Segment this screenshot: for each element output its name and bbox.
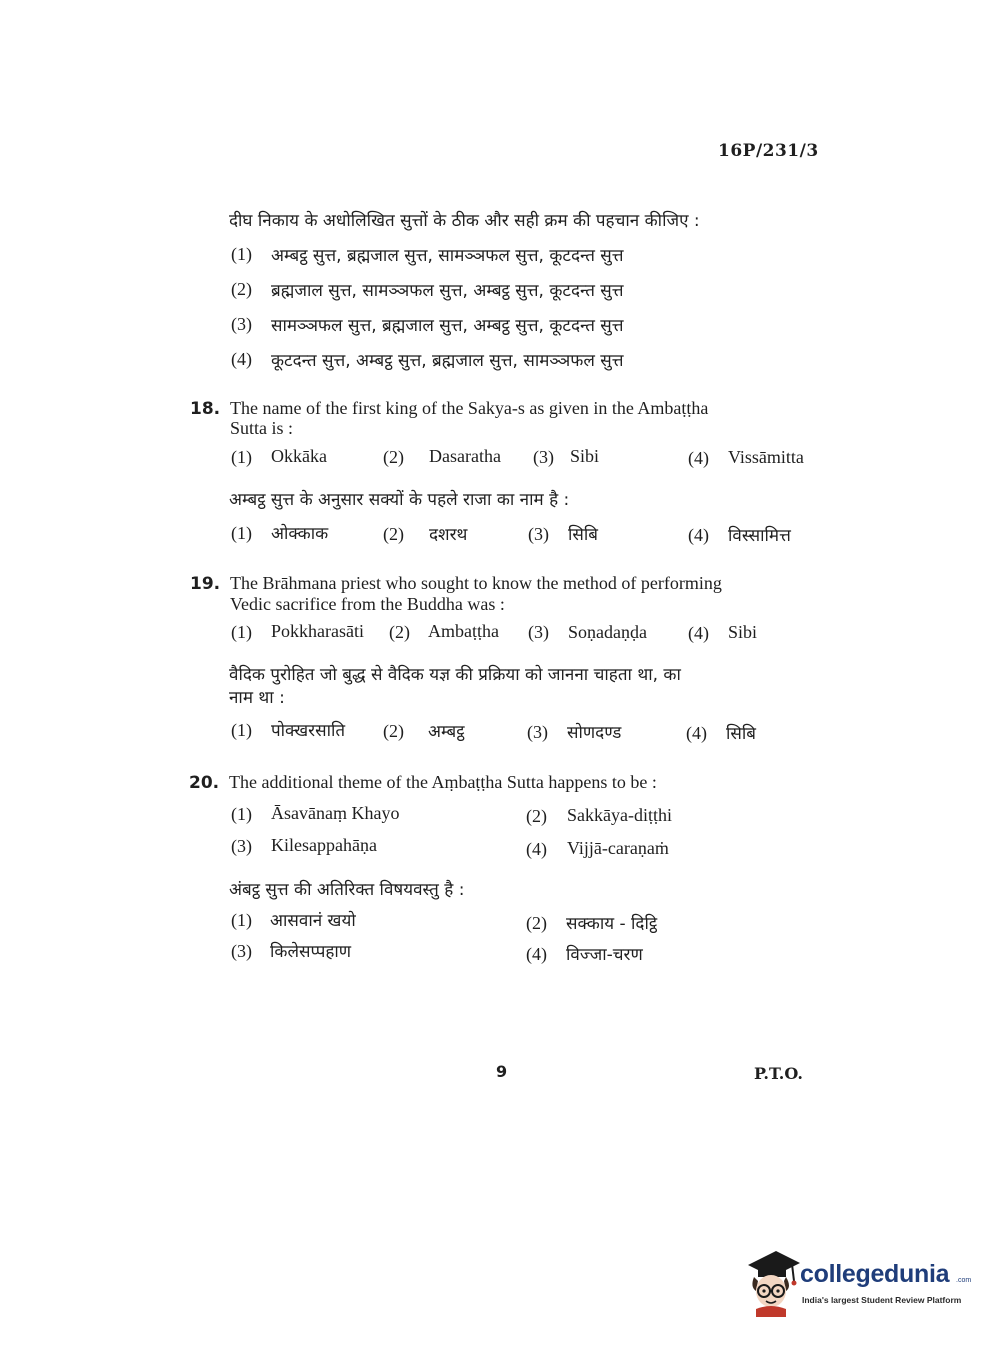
collegedunia-watermark [742, 1247, 972, 1317]
q20-number: 20. [189, 773, 220, 793]
q18-option-4-text: Vissāmitta [728, 447, 804, 467]
q20-option-4-number: (4) [526, 839, 547, 859]
q18-hindi-option-2-text: दशरथ [429, 525, 468, 545]
q18-option-3-number: (3) [533, 447, 554, 467]
q18-hindi-option-3-text: सिबि [568, 525, 599, 545]
q19-option-4-number: (4) [688, 623, 709, 643]
q19-option-2-text: Ambaṭṭha [428, 621, 499, 641]
q19-hindi-option-3-text: सोणदण्ड [567, 723, 622, 743]
q18-option-4-number: (4) [688, 448, 709, 468]
q18-hindi-option-1-number: (1) [231, 523, 252, 543]
q20-option-4-text: Vijjā-caraṇaṁ [567, 838, 669, 858]
q19-hindi-option-1-number: (1) [231, 720, 252, 740]
q20-hindi-option-4-number: (4) [526, 944, 547, 964]
q17-option-4-number: (4) [231, 349, 252, 369]
q20-hindi-option-2-number: (2) [526, 913, 547, 933]
q20-hindi-option-1-number: (1) [231, 910, 252, 930]
q20-hindi-option-1-text: आसवानं खयो [270, 911, 356, 931]
q17-option-2-text: ब्रह्मजाल सुत्त, सामञ्ञफल सुत्त, अम्बट्ठ सुत्त, कूटदन्त सुत्त [271, 281, 624, 301]
q19-hindi-option-2-number: (2) [383, 721, 404, 741]
q18-option-2-text: Dasaratha [429, 446, 501, 466]
mascot-icon [742, 1247, 802, 1317]
q20-option-2-number: (2) [526, 806, 547, 826]
q19-hindi-option-4-number: (4) [686, 723, 707, 743]
q17-option-2-number: (2) [231, 279, 252, 299]
pto-label: P.T.O. [754, 1064, 803, 1083]
q17-option-3-number: (3) [231, 314, 252, 334]
paper-code: 16P/231/3 [718, 141, 819, 161]
q19-option-1-number: (1) [231, 622, 252, 642]
q20-option-3-number: (3) [231, 836, 252, 856]
q18-stem-line2: Sutta is : [230, 418, 294, 438]
q18-hindi-option-4-text: विस्सामित्त [728, 526, 791, 546]
q17-option-1-text: अम्बट्ठ सुत्त, ब्रह्मजाल सुत्त, सामञ्ञफल सुत्त, कूटदन्त सुत्त [271, 246, 624, 266]
q20-option-2-text: Sakkāya-diṭṭhi [567, 805, 672, 825]
q18-hindi-option-1-text: ओक्काक [271, 524, 329, 544]
q19-number: 19. [190, 574, 221, 594]
brand-tagline: India's largest Student Review Platform [802, 1295, 962, 1305]
q19-hindi-option-4-text: सिबि [726, 724, 757, 744]
q20-option-1-text: Āsavānaṃ Khayo [271, 803, 400, 823]
q18-option-1-number: (1) [231, 447, 252, 467]
q18-stem-line1: The name of the first king of the Sakya-s as given in the Ambaṭṭha [230, 398, 709, 418]
q19-stem-line1: The Brāhmana priest who sought to know the method of performing [230, 573, 722, 593]
q17-option-1-number: (1) [231, 244, 252, 264]
q19-option-3-number: (3) [528, 622, 549, 642]
q19-option-4-text: Sibi [728, 622, 758, 642]
brand-suffix: .com [956, 1277, 972, 1284]
q19-hindi-stem-line1: वैदिक पुरोहित जो बुद्ध से वैदिक यज्ञ की प्रक्रिया को जानना चाहता था, का [229, 665, 681, 685]
brand-name: collegedunia [800, 1260, 950, 1288]
q18-option-2-number: (2) [383, 447, 404, 467]
q19-option-2-number: (2) [389, 622, 410, 642]
q19-hindi-option-3-number: (3) [527, 722, 548, 742]
q18-option-3-text: Sibi [570, 446, 600, 466]
q17-option-4-text: कूटदन्त सुत्त, अम्बट्ठ सुत्त, ब्रह्मजाल सुत्त, सामञ्ञफल सुत्त [271, 351, 624, 371]
q18-hindi-option-2-number: (2) [383, 524, 404, 544]
q19-option-1-text: Pokkharasāti [271, 621, 364, 641]
q20-stem: The additional theme of the Aṃbaṭṭha Sutta happens to be : [229, 772, 657, 792]
q20-hindi-option-2-text: सक्काय - दिट्ठि [566, 914, 658, 934]
q20-hindi-option-3-text: किलेसप्पहाण [270, 942, 352, 962]
q18-hindi-option-3-number: (3) [528, 524, 549, 544]
page-number: 9 [496, 1062, 508, 1081]
q18-hindi-stem: अम्बट्ठ सुत्त के अनुसार सक्यों के पहले राजा का नाम है : [229, 490, 570, 510]
q17-option-3-text: सामञ्ञफल सुत्त, ब्रह्मजाल सुत्त, अम्बट्ठ सुत्त, कूटदन्त सुत्त [271, 316, 624, 336]
q20-hindi-option-4-text: विज्जा-चरण [566, 945, 643, 965]
q20-hindi-stem: अंबट्ठ सुत्त की अतिरिक्त विषयवस्तु है : [229, 880, 465, 900]
q18-option-1-text: Okkāka [271, 446, 327, 466]
q20-option-1-number: (1) [231, 804, 252, 824]
q19-stem-line2: Vedic sacrifice from the Buddha was : [230, 594, 505, 614]
q19-hindi-option-1-text: पोक्खरसाति [271, 721, 346, 741]
q19-option-3-text: Soṇadaṇḍa [568, 622, 647, 642]
q18-number: 18. [190, 399, 221, 419]
q20-hindi-option-3-number: (3) [231, 941, 252, 961]
q20-option-3-text: Kilesappahāṇa [271, 835, 377, 855]
q19-hindi-stem-line2: नाम था : [229, 688, 285, 708]
q19-hindi-option-2-text: अम्बट्ठ [428, 722, 465, 742]
q17-hindi-stem: दीघ निकाय के अधोलिखित सुत्तों के ठीक और सही क्रम की पहचान कीजिए : [229, 211, 700, 231]
q18-hindi-option-4-number: (4) [688, 525, 709, 545]
